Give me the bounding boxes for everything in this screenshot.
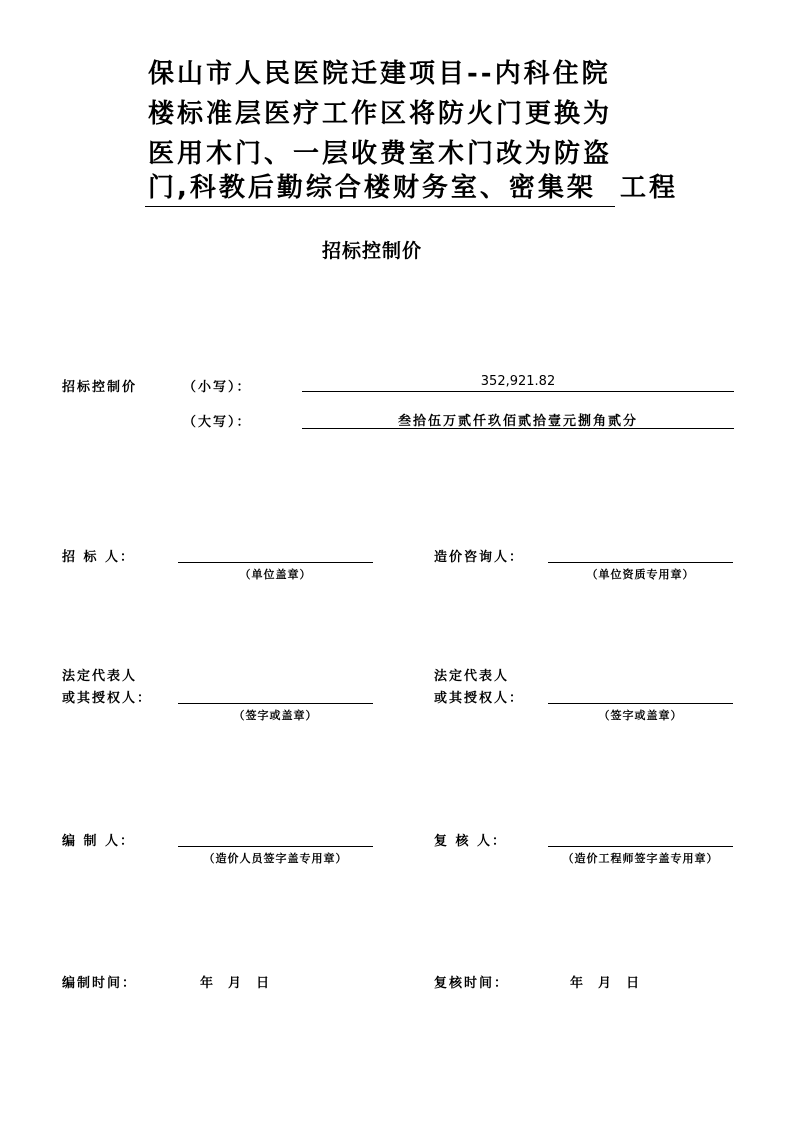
title-suffix: 工程	[620, 173, 679, 203]
legal-left-note: （签字或盖章）	[233, 709, 318, 722]
legal-right-line1: 法定代表人	[434, 669, 510, 684]
tenderer-underline	[178, 562, 373, 563]
review-date-value: 年 月 日	[570, 976, 642, 991]
legal-right-underline	[548, 703, 733, 704]
legal-left-line1: 法定代表人	[62, 669, 138, 684]
title-underline	[145, 206, 615, 207]
title-line-3: 医用木门、一层收费室木门改为防盗	[148, 139, 613, 169]
title-line-2: 楼标准层医疗工作区将防火门更换为	[148, 99, 613, 129]
reviewer-underline	[548, 846, 733, 847]
tenderer-note: （单位盖章）	[239, 568, 312, 581]
legal-left-underline	[178, 703, 373, 704]
consultant-underline	[548, 562, 733, 563]
compile-date-label: 编制时间：	[62, 976, 138, 991]
reviewer-label: 复 核 人：	[434, 834, 508, 849]
price-small-value: 352,921.82	[480, 374, 556, 389]
legal-left-line2: 或其授权人：	[62, 691, 153, 706]
price-big-value: 叁拾伍万贰仟玖佰贰拾壹元捌角贰分	[397, 414, 638, 429]
price-small-underline	[302, 391, 734, 392]
compile-date-value: 年 月 日	[200, 976, 272, 991]
price-label: 招标控制价	[62, 380, 138, 395]
legal-right-line2: 或其授权人：	[434, 691, 525, 706]
price-big-label: （大写）：	[183, 415, 252, 430]
compiler-underline	[178, 846, 373, 847]
reviewer-note: （造价工程师签字盖专用章）	[562, 852, 719, 865]
title-line-4: 门,科教后勤综合楼财务室、密集架	[148, 173, 596, 203]
tenderer-label: 招 标 人：	[62, 550, 136, 565]
price-small-label: （小写）：	[183, 380, 252, 395]
page-subtitle: 招标控制价	[322, 240, 423, 262]
consultant-label: 造价咨询人：	[434, 550, 525, 565]
review-date-label: 复核时间：	[434, 976, 510, 991]
legal-right-note: （签字或盖章）	[598, 709, 683, 722]
compiler-note: （造价人员签字盖专用章）	[203, 852, 348, 865]
compiler-label: 编 制 人：	[62, 834, 136, 849]
consultant-note: （单位资质专用章）	[586, 568, 695, 581]
title-line-1: 保山市人民医院迁建项目--内科住院	[148, 59, 611, 89]
